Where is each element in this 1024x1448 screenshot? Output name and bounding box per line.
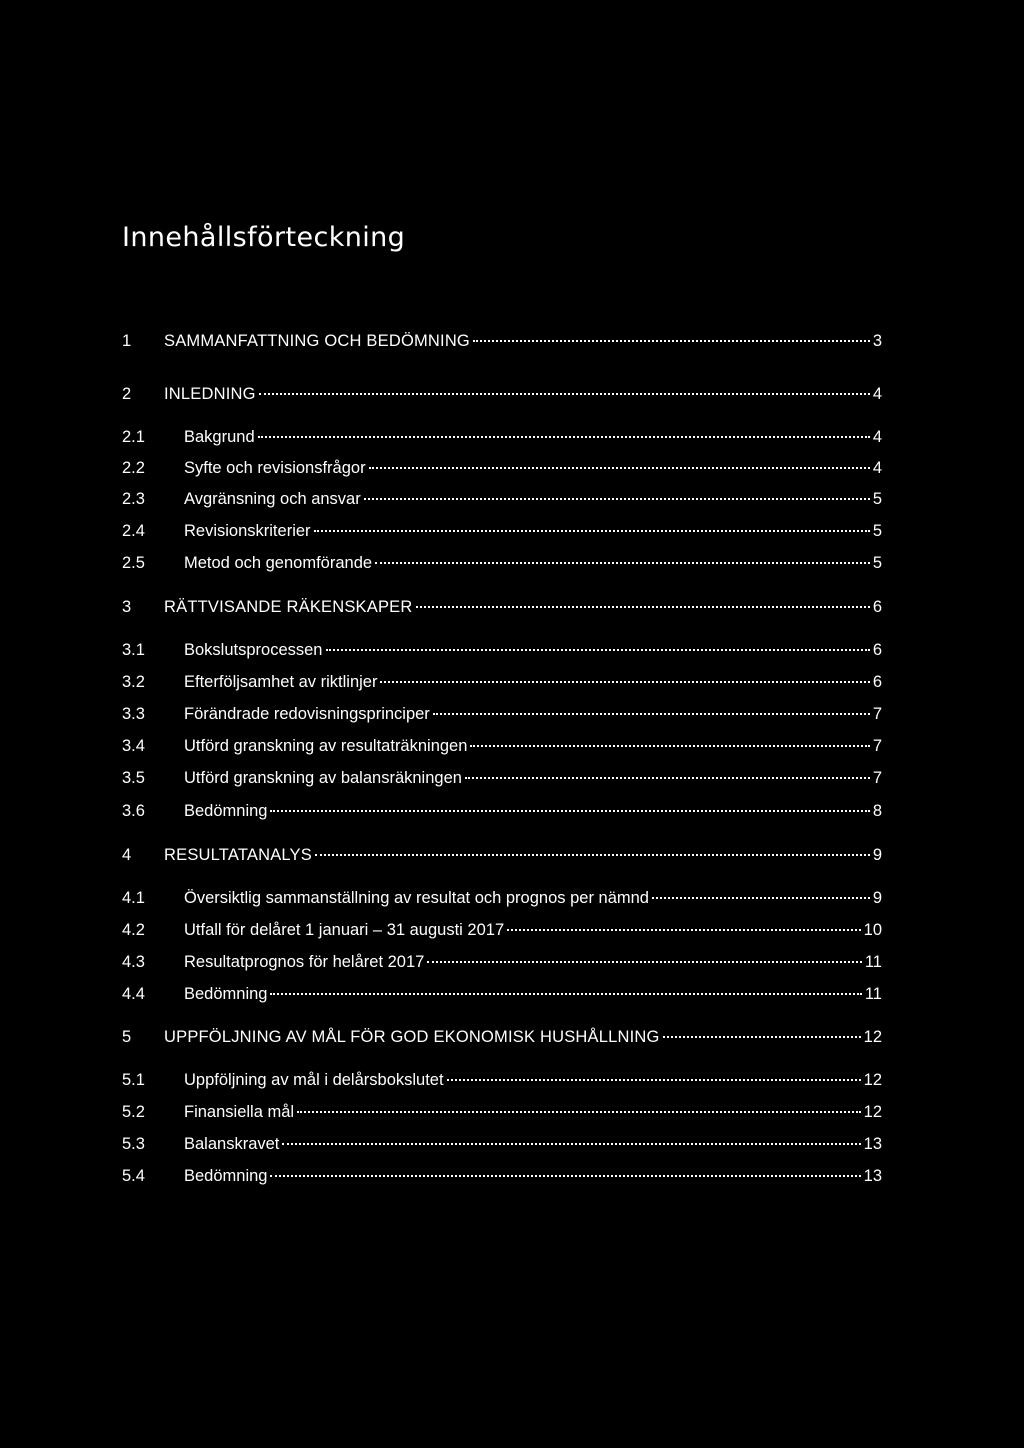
toc-entry-number: 4 — [122, 846, 132, 864]
toc-entry-label: RÄTTVISANDE RÄKENSKAPER — [164, 598, 413, 616]
toc-entry-page: 3 — [872, 332, 882, 350]
toc-entry-number: 4.2 — [122, 921, 145, 939]
toc-entry-page: 6 — [872, 598, 882, 616]
toc-entry-number: 2.2 — [122, 459, 145, 477]
toc-entry-label: UPPFÖLJNING AV MÅL FÖR GOD EKONOMISK HUSHÅLLNING — [164, 1028, 660, 1046]
toc-entry-number: 1 — [122, 332, 132, 350]
toc-dot-leader — [507, 929, 861, 931]
toc-entry[interactable] — [122, 703, 882, 725]
toc-dot-leader — [270, 1175, 860, 1177]
toc-entry-page: 4 — [872, 459, 882, 477]
toc-dot-leader — [652, 897, 870, 899]
toc-dot-leader — [433, 713, 870, 715]
toc-entry[interactable] — [122, 1026, 882, 1048]
toc-entry[interactable] — [122, 552, 882, 574]
toc-entry-number: 2.1 — [122, 428, 145, 446]
toc-entry-label: Förändrade redovisningsprinciper — [184, 705, 430, 723]
toc-entry-number: 4.1 — [122, 889, 145, 907]
toc-entry[interactable] — [122, 844, 882, 866]
toc-entry[interactable] — [122, 520, 882, 542]
toc-entry[interactable] — [122, 671, 882, 693]
toc-entry-number: 3.1 — [122, 641, 145, 659]
toc-entry-label: Efterföljsamhet av riktlinjer — [184, 673, 378, 691]
toc-dot-leader — [258, 436, 870, 438]
toc-entry-page: 7 — [872, 705, 882, 723]
toc-entry-number: 2 — [122, 385, 132, 403]
toc-entry-page: 10 — [863, 921, 882, 939]
toc-entry-number: 2.4 — [122, 522, 145, 540]
toc-entry-page: 4 — [872, 385, 882, 403]
toc-entry[interactable] — [122, 735, 882, 757]
toc-dot-leader — [314, 530, 870, 532]
toc-entry-page: 12 — [863, 1028, 882, 1046]
toc-entry-page: 13 — [863, 1167, 882, 1185]
toc-entry[interactable] — [122, 767, 882, 789]
toc-entry-label: Revisionskriterier — [184, 522, 311, 540]
toc-entry-label: Avgränsning och ansvar — [184, 490, 361, 508]
toc-entry-page: 5 — [872, 522, 882, 540]
toc-entry-number: 5.4 — [122, 1167, 145, 1185]
toc-entry-label: Syfte och revisionsfrågor — [184, 459, 366, 477]
toc-entry[interactable] — [122, 1069, 882, 1091]
toc-entry[interactable] — [122, 887, 882, 909]
toc-dot-leader — [470, 745, 869, 747]
toc-dot-leader — [270, 810, 869, 812]
toc-dot-leader — [282, 1143, 860, 1145]
toc-entry[interactable] — [122, 383, 882, 405]
toc-entry-number: 3.5 — [122, 769, 145, 787]
toc-entry-page: 6 — [872, 673, 882, 691]
toc-entry-page: 6 — [872, 641, 882, 659]
toc-dot-leader — [416, 606, 870, 608]
toc-dot-leader — [427, 961, 862, 963]
toc-entry-page: 5 — [872, 490, 882, 508]
toc-entry-label: Utfall för delåret 1 januari – 31 augusti 2017 — [184, 921, 505, 939]
toc-entry-page: 12 — [863, 1071, 882, 1089]
toc-entry[interactable] — [122, 330, 882, 352]
toc-dot-leader — [369, 467, 870, 469]
toc-entry-number: 3.2 — [122, 673, 145, 691]
toc-dot-leader — [270, 993, 861, 995]
toc-entry-label: Bedömning — [184, 985, 268, 1003]
toc-entry-number: 3.6 — [122, 802, 145, 820]
toc-entry-number: 2.3 — [122, 490, 145, 508]
toc-entry-label: Balanskravet — [184, 1135, 280, 1153]
toc-entry-label: Utförd granskning av balansräkningen — [184, 769, 462, 787]
toc-entry[interactable] — [122, 983, 882, 1005]
toc-entry-page: 9 — [872, 846, 882, 864]
toc-entry[interactable] — [122, 1101, 882, 1123]
toc-entry-number: 3 — [122, 598, 132, 616]
toc-entry-number: 5.3 — [122, 1135, 145, 1153]
toc-entry-label: INLEDNING — [164, 385, 256, 403]
toc-entry-label: RESULTATANALYS — [164, 846, 312, 864]
toc-entry-page: 11 — [864, 985, 882, 1003]
toc-dot-leader — [663, 1036, 861, 1038]
toc-entry-page: 8 — [872, 802, 882, 820]
toc-entry[interactable] — [122, 1133, 882, 1155]
toc-entry-number: 4.3 — [122, 953, 145, 971]
toc-dot-leader — [326, 649, 870, 651]
toc-entry[interactable] — [122, 639, 882, 661]
table-of-contents — [122, 0, 882, 1448]
toc-entry[interactable] — [122, 919, 882, 941]
toc-entry-label: Uppföljning av mål i delårsbokslutet — [184, 1071, 444, 1089]
toc-entry[interactable] — [122, 426, 882, 448]
toc-entry-page: 9 — [872, 889, 882, 907]
toc-dot-leader — [473, 340, 870, 342]
toc-entry-page: 12 — [863, 1103, 882, 1121]
toc-entry[interactable] — [122, 951, 882, 973]
toc-entry-label: SAMMANFATTNING OCH BEDÖMNING — [164, 332, 470, 350]
toc-entry-number: 2.5 — [122, 554, 145, 572]
page-title: Innehållsförteckning — [122, 222, 406, 253]
toc-entry-label: Bedömning — [184, 802, 268, 820]
toc-entry-number: 3.3 — [122, 705, 145, 723]
toc-dot-leader — [259, 393, 870, 395]
toc-entry-page: 7 — [872, 737, 882, 755]
toc-entry-number: 5 — [122, 1028, 132, 1046]
toc-dot-leader — [364, 498, 870, 500]
toc-entry[interactable] — [122, 596, 882, 618]
toc-entry-page: 13 — [863, 1135, 882, 1153]
toc-entry-label: Utförd granskning av resultaträkningen — [184, 737, 468, 755]
toc-entry[interactable] — [122, 1165, 882, 1187]
toc-entry-number: 4.4 — [122, 985, 145, 1003]
toc-entry[interactable] — [122, 488, 882, 510]
toc-entry-page: 11 — [864, 953, 882, 971]
toc-dot-leader — [315, 854, 870, 856]
toc-dot-leader — [447, 1079, 861, 1081]
toc-entry-label: Finansiella mål — [184, 1103, 295, 1121]
toc-entry-number: 3.4 — [122, 737, 145, 755]
toc-dot-leader — [375, 562, 870, 564]
toc-entry-label: Resultatprognos för helåret 2017 — [184, 953, 425, 971]
toc-entry-label: Bedömning — [184, 1167, 268, 1185]
toc-dot-leader — [297, 1111, 861, 1113]
toc-dot-leader — [465, 777, 870, 779]
toc-entry-label: Metod och genomförande — [184, 554, 373, 572]
toc-entry[interactable] — [122, 457, 882, 479]
toc-entry[interactable] — [122, 800, 882, 822]
toc-entry-number: 5.2 — [122, 1103, 145, 1121]
toc-entry-page: 5 — [872, 554, 882, 572]
toc-entry-label: Bakgrund — [184, 428, 255, 446]
toc-dot-leader — [380, 681, 869, 683]
toc-entry-number: 5.1 — [122, 1071, 145, 1089]
toc-entry-label: Bokslutsprocessen — [184, 641, 323, 659]
toc-entry-page: 4 — [872, 428, 882, 446]
toc-entry-page: 7 — [872, 769, 882, 787]
toc-entry-label: Översiktlig sammanställning av resultat och prognos per nämnd — [184, 889, 649, 907]
